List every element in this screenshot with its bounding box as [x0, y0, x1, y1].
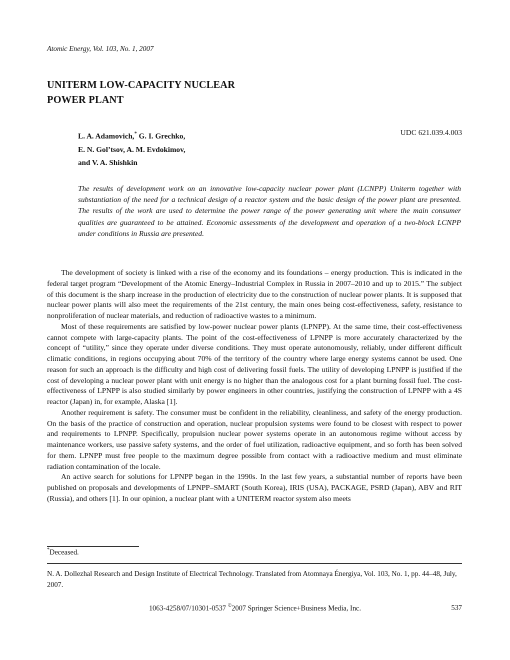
institution-note: N. A. Dollezhal Research and Design Institute of Electrical Technology. Translated from Atomnaya Énergiya, Vol. 103, No. 1, pp. 44–48, July, 2007. [47, 570, 457, 589]
author-line-3: and V. A. Shishkin [78, 157, 138, 167]
body-paragraph: Most of these requirements are satisfied by low-power nuclear power plants (LPNPP). At the same time, their cost-effectiveness cannot compete with large-capacity plants. The point of the cost-effectiveness of LPNPP is more accurately characterized by the concept of “utility,” since they operate under diverse conditions. They must operate autonomously, reliably, under different difficult climatic conditions, in regions occupying about 70% of the territory of the country where large energy systems cannot be used. One reason for such an approach is the difficulty and high cost of delivering fossil fuels. The utility of developing LPNPP is justified if the cost of developing a nuclear power plant with unit energy is no higher than the analogous cost for a plant burning fossil fuel. The cost-effectiveness of LPNPP is also studied similarly by power engineers in other countries, justifying the construction of LPNPP with a 4S reactor (Japan) in, for example, Alaska [1]. [47, 321, 462, 406]
footnote-deceased [47, 548, 79, 556]
institution-divider [47, 563, 462, 564]
body-paragraph: The development of society is linked with a rise of the economy and its foundations – energy production. This is indicated in the federal target program “Development of the Atomic Energy–Industrial Complex in Russia in 2007–2010 and up to 2015.” The subject of this document is the sharp increase in the production of electricity due to the construction of nuclear power plants. It is supposed that nuclear power plants will also meet the requirements of the 21st century, the main ones being cost-effectiveness, safety, resistance to nonproliferation of nuclear materials, and reduction of radioactive wastes to a minimum. [47, 268, 462, 320]
body-paragraph: An active search for solutions for LPNPP began in the 1990s. In the last few years, a substantial number of reports have been published on proposals and developments of LPNPP–SMART (South Korea), IRIS (USA), PACKAGE, PSRD (Japan), ABV and RIT (Russia), and others [1]. In our opinion, a nuclear plant with a UNITERM reactor system also meets [47, 472, 462, 503]
title-line-1: UNITERM LOW-CAPACITY NUCLEAR [47, 80, 236, 91]
title-line-2: POWER PLANT [47, 95, 124, 106]
issn-code: 1063-4258/07/10301-0537 [148, 604, 228, 613]
footnote-divider [47, 546, 139, 547]
copyright-line [0, 604, 510, 612]
abstract: The results of development work on an innovative low-capacity nuclear power plant (LCNPP) Uniterm together with substantiation of the need for a technical design of a reactor system and the basic design of the power plant are presented. The results of the work are used to determine the power range of the power generating unit where the main consumer qualities are guaranteed to be attained. Economic assessments of the development and operation of a two-block LCNPP under conditions in Russia are presented. [78, 184, 461, 238]
author-grechko: G. I. Grechko, [136, 131, 186, 141]
body-text [47, 268, 462, 505]
body-paragraph: Another requirement is safety. The consumer must be confident in the reliability, cleanliness, and safety of the energy production. On the basis of the practice of construction and operation, nuclear propulsion systems were found to be closest with respect to power and requirements to LPNPP. Specifically, propulsion nuclear power systems operate in an autonomous regime without access by maintenance workers, use passive safety systems, and the order of fuel utilization, radioactive equipment, and so forth has been solved for them. LPNPP must free people to the maximum degree possible from contact with a radioactive medium and must eliminate radiation contamination of the locale. [47, 407, 462, 471]
footnote-text: Deceased. [49, 548, 79, 557]
page-number: 537 [451, 604, 462, 612]
author-list [78, 128, 185, 169]
publisher: 2007 Springer Science+Business Media, Inc. [231, 604, 362, 613]
author-line-1 [78, 128, 185, 143]
deceased-mark: * [134, 132, 137, 137]
udc-code: UDC 621.039.4.003 [400, 128, 462, 137]
footnote-mark: * [47, 548, 50, 553]
copyright-symbol: © [227, 604, 232, 609]
author-adamovich: L. A. Adamovich, [78, 131, 135, 141]
author-line-2: E. N. Gol’tsov, A. M. Evdokimov, [78, 144, 186, 154]
article-title [47, 78, 235, 108]
journal-citation: Atomic Energy, Vol. 103, No. 1, 2007 [47, 45, 154, 53]
